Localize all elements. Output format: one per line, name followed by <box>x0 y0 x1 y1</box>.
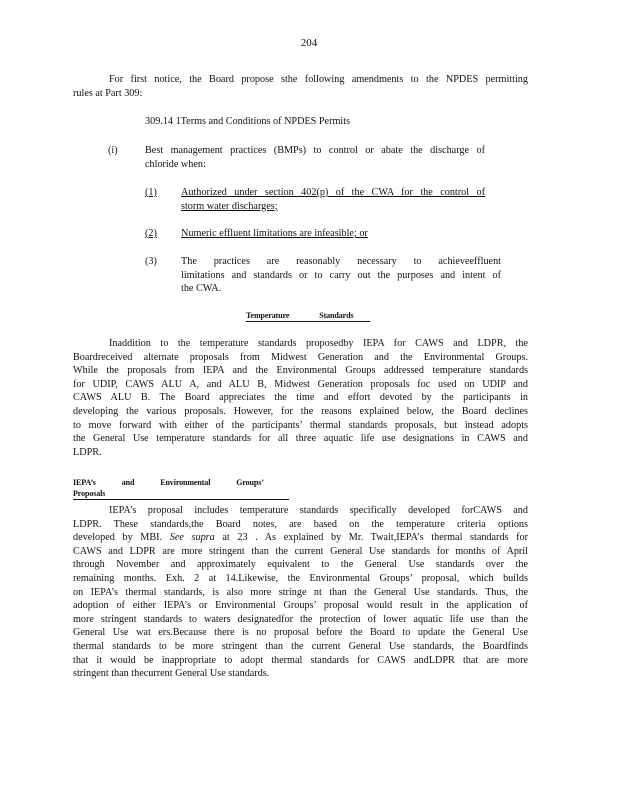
paragraph-line: on IEPA’s thermal standards, is also more stringe nt than the General Use standards. Thus, the <box>73 586 528 598</box>
groups-paragraph <box>73 504 528 681</box>
paragraph-line: LDPR. These standards,the Board notes, are based on the temperature criteria options <box>73 518 528 530</box>
intro-line: rules at Part 309: <box>73 87 143 99</box>
subitem-line: The practices are reasonably necessary to achieveeffluent <box>181 256 501 267</box>
paragraph-line: CAWS ALU B. The Board appreciates the time and effort devoted by the participants in <box>73 392 528 404</box>
paragraph-line: more stringent standards to waters designatedfor the protection of lower aquatic life use than the <box>73 613 528 625</box>
intro-paragraph <box>73 73 528 100</box>
item-line: chloride when: <box>145 158 206 170</box>
section-title: 309.14 1Terms and Conditions of NPDES Permits <box>145 116 351 127</box>
subitem-label: (1) <box>145 187 157 198</box>
subitem-label: (3) <box>145 256 157 267</box>
subitem-text <box>181 186 485 213</box>
paragraph-line: General Use wat ers.Because there is no proposal before the Board to update the General Use <box>73 627 528 639</box>
page-number: 204 <box>300 37 318 49</box>
paragraph-line: stringent than thecurrent General Use standards. <box>73 668 270 680</box>
paragraph-line: LDPR. <box>73 446 102 458</box>
intro-line: For first notice, the Board propose sthe following amendments to the NPDES permitting <box>109 74 528 85</box>
subitem-line: limitations and standards or to carry out the purposes and intent of <box>181 269 501 281</box>
subitem-text <box>181 255 501 296</box>
paragraph-line: CAWS and LDPR are more stringent than the current General Use standards for months of April <box>73 545 528 557</box>
paragraph-line: Boardreceived alternate proposals from Midwest Generation and the Environmental Groups. <box>73 351 528 363</box>
paragraph-line: developing the various proposals. However, for the reasons explained below, the Board declines <box>73 405 528 417</box>
paragraph-line: the General Use temperature standards for all three aquatic life use designations in CAWS and <box>73 433 528 445</box>
paragraph-line: remaining months. Exh. 2 at 14.Likewise, the Environmental Groups’ proposal, which builds <box>73 572 528 584</box>
paragraph-line: Inaddition to the temperature standards proposedby IEPA for CAWS and LDPR, the <box>109 338 528 349</box>
subitem-text <box>181 227 368 241</box>
paragraph-line: While the proposals from IEPA and the Environmental Groups addressed temperature standards <box>73 365 528 377</box>
item-text <box>145 144 485 171</box>
subitem-label: (2) <box>145 228 157 239</box>
paragraph-line: to move forward with either of the participants’ thermal standards proposals, but instead adopts <box>73 419 528 431</box>
section-heading: IEPA’s and Environmental Groups’ Proposals <box>73 477 289 500</box>
item-line: Best management practices (BMPs) to control or abate the discharge of <box>145 145 485 156</box>
item-label: (i) <box>108 145 118 156</box>
subitem-line: Authorized under section 402(p) of the CWA for the control of <box>181 187 485 198</box>
paragraph-line: IEPA’s proposal includes temperature standards specifically developed forCAWS and <box>109 505 528 516</box>
paragraph-line <box>73 531 528 545</box>
citation-signal: supra <box>191 532 215 544</box>
paragraph-line: adoption of either IEPA’s or Environmental Groups’ proposal would result in the application of <box>73 600 528 612</box>
paragraph-line: thermal standards to be more stringent than the current General Use standards, the Boardfinds <box>73 640 528 652</box>
citation-signal: See <box>169 532 184 544</box>
paragraph-line: through November and approximately equivalent to the General Use standards over the <box>73 559 528 571</box>
paragraph-line: that it would be inappropriate to adopt thermal standards for CAWS andLDPR that are more <box>73 654 528 666</box>
subitem-line: the CWA. <box>181 283 222 295</box>
subitem-line: Numeric effluent limitations are infeasible; or <box>181 228 368 239</box>
subitem-line: storm water discharges; <box>181 200 278 212</box>
paragraph-text: developed by MBI. <box>73 532 170 544</box>
paragraph-line: for UDIP, CAWS ALU A, and ALU B, Midwest Generation proposals foc used on UDIP and <box>73 378 528 390</box>
paragraph-text: at 23 . As explained by Mr. Twait,IEPA’s thermal standards for <box>222 532 529 544</box>
temperature-paragraph <box>73 337 528 459</box>
section-heading: Temperature Standards <box>246 310 370 322</box>
